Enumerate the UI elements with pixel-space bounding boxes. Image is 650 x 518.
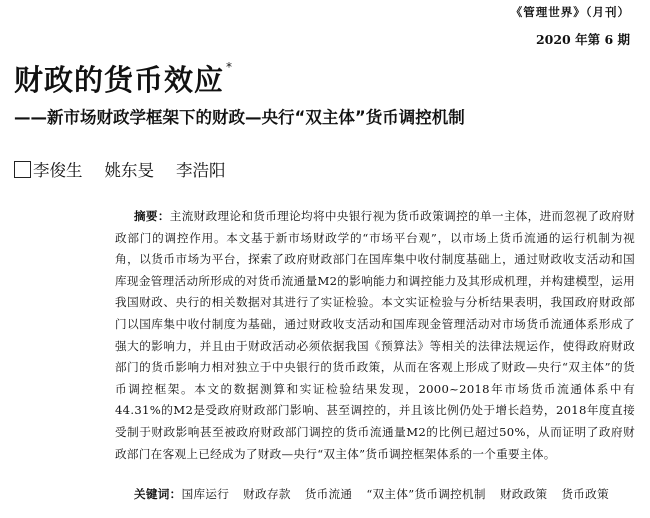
- checkbox-square-icon: [14, 161, 31, 178]
- keywords-label: 关键词：: [134, 487, 182, 501]
- abstract: [115, 206, 635, 465]
- title-text: 财政的货币效应: [14, 63, 225, 97]
- keyword: “双主体”货币调控机制: [366, 487, 486, 501]
- author-list: [14, 157, 226, 181]
- journal-name: 《管理世界》（月刊）: [510, 5, 630, 19]
- abstract-label: 摘要：: [134, 209, 170, 223]
- article-title: [14, 58, 233, 99]
- keyword: 国库运行: [181, 487, 230, 501]
- author-name: 李浩阳: [176, 161, 226, 180]
- author-name: 李俊生: [33, 161, 83, 180]
- keyword: 财政政策: [499, 487, 548, 501]
- keyword: 财政存款: [243, 487, 291, 501]
- article-subtitle: ——新市场财政学框架下的财政—央行“双主体”货币调控机制: [14, 108, 465, 127]
- keyword: 货币政策: [561, 487, 609, 501]
- author-name: 姚东旻: [104, 161, 154, 180]
- title-footnote-mark: *: [226, 60, 234, 74]
- keywords: [115, 485, 635, 504]
- issue-number: 2020 年第 6 期: [535, 32, 630, 47]
- keyword: 货币流通: [304, 487, 353, 501]
- abstract-text: 主流财政理论和货币理论均将中央银行视为货币政策调控的单一主体，进而忽视了政府财政部门的调控作用。本文基于新市场财政学的“市场平台观”，以市场上货币流通的运行机制为视角，以货币市场为平台，探索了政府财政部门在国库集中收付制度基础上，通过财政收支活动和国库现金管理活动所形成的对货币流通量M2的影响能力和调控能力及其形成机理，并构建模型，运用我国财政、央行的相关数据对其进行了实证检验。本文实证检验与分析结果表明，我国政府财政部门以国库集中收付制度为基础，通过财政收支活动和国库现金管理活动对市场货币流通体系形成了强大的影响力，并且由于财政活动必须依据我国《预算法》等相关的法律法规运作，使得政府财政部门的货币影响力相对独立于中央银行的货币政策，从而在客观上形成了财政—央行“双主体”的货币调控框架。本文的数据测算和实证检验结果发现，2000~2018年市场货币流通体系中有44.31%的M2是受政府财政部门影响、甚至调控的，并且该比例仍处于增长趋势，2018年度直接受制于财政影响甚至被政府财政部门调控的货币流通量M2的比例已超过50%，从而证明了政府财政部门在客观上已经成为了财政—央行“双主体”货币调控框架体系的一个重要主体。: [115, 209, 636, 461]
